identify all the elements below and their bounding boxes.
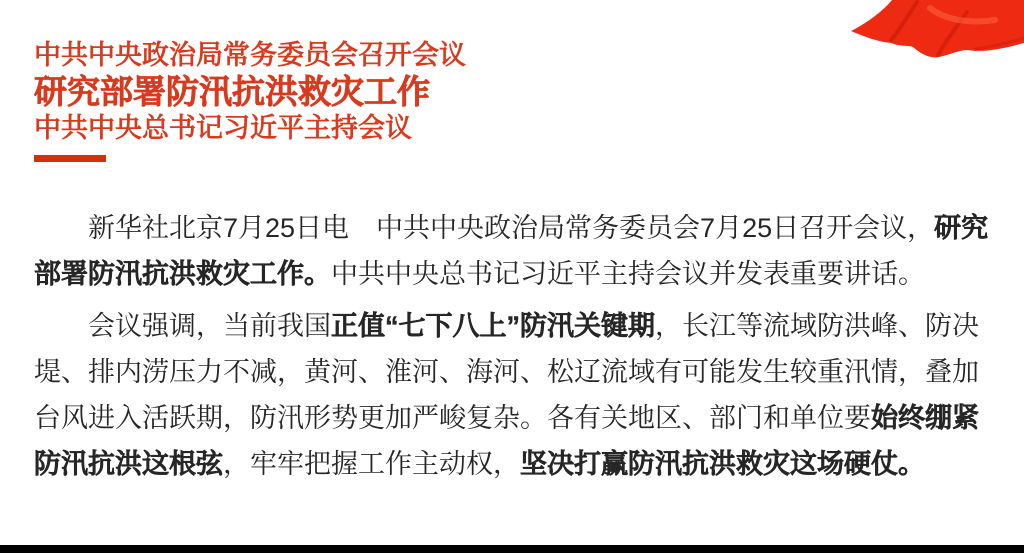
article-line [34,303,1014,349]
article-text: 新华社北京7月25日电 中共中央政治局常务委员会7月25日召开会议， [88,213,935,243]
article-line [34,395,1014,441]
headline-underline [34,155,106,162]
article-text-bold: 防汛抗洪这根弦 [34,449,223,479]
headline-line-3: 中共中央总书记习近平主持会议 [34,113,412,143]
article-text: 堤、排内涝压力不减，黄河、淮河、海河、松辽流域有可能发生较重汛情，叠加 [34,357,979,387]
article-text-bold: 正值“七下八上”防汛关键期 [331,311,655,341]
article-line [34,441,1014,487]
article-text-bold: 始终绷紧 [871,403,979,433]
article-text-bold: 部署防汛抗洪救灾工作。 [34,259,331,289]
article-text-bold: 研究 [934,213,989,243]
headline-line-2: 研究部署防汛抗洪救灾工作 [34,73,430,110]
article-paragraph [34,303,1014,487]
headline-block [34,37,466,162]
article-body [34,205,1014,493]
article-text: 中共中央总书记习近平主持会议并发表重要讲话。 [331,259,925,289]
article-text: ，长江等流域防洪峰、防决 [655,311,979,341]
article-paragraph [34,205,1014,297]
article-text-bold: 坚决打赢防汛抗洪救灾这场硬仗。 [520,449,925,479]
article-line [34,205,1014,251]
flag-body [851,0,1024,57]
article-text: ，牢牢把握工作主动权， [223,449,520,479]
article-line [34,349,1014,395]
article-text: 会议强调，当前我国 [88,311,331,341]
article-text: 台风进入活跃期，防汛形势更加严峻复杂。各有关地区、部门和单位要 [34,403,871,433]
letterbox-bottom-bar [0,545,1024,553]
headline-line-1: 中共中央政治局常务委员会召开会议 [34,40,466,70]
red-flag-icon [845,0,1024,62]
article-line [34,251,1014,297]
